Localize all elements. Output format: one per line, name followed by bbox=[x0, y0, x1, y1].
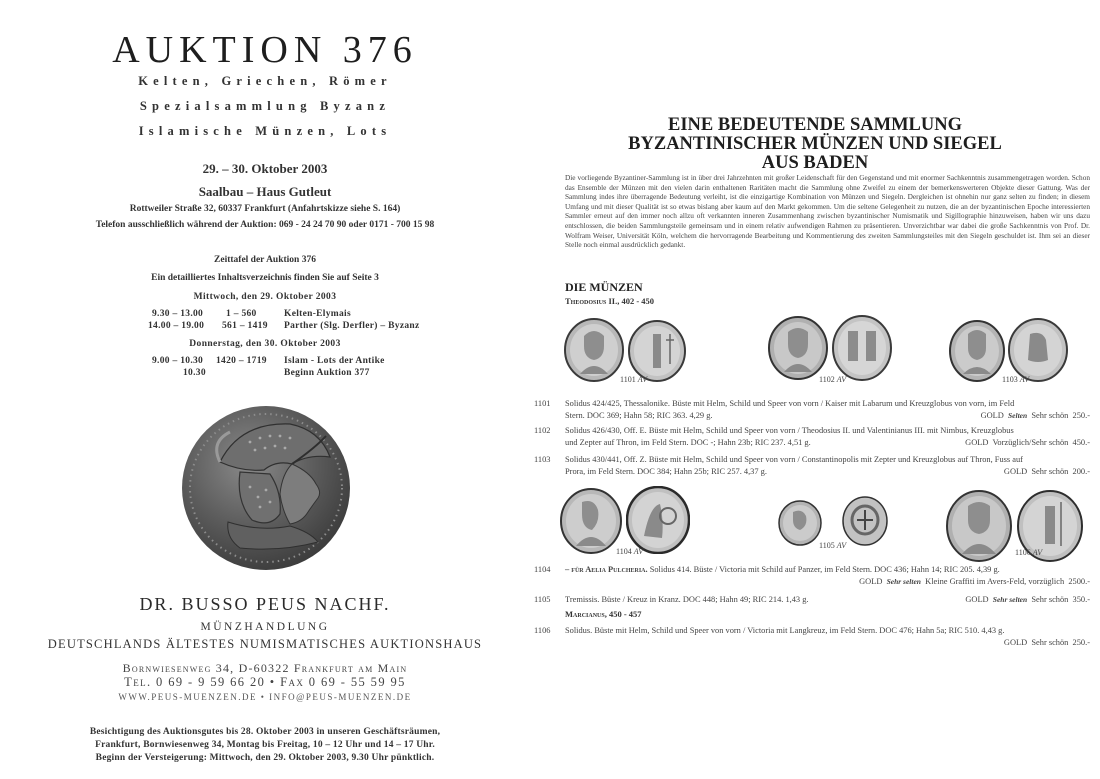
ruler-heading: Marcianus, 450 - 457 bbox=[565, 609, 642, 619]
schedule-content: Beginn Auktion 377 bbox=[284, 368, 370, 378]
auction-subtitle: Spezialsammlung Byzanz bbox=[139, 99, 391, 113]
viewing-info: Besichtigung des Auktionsgutes bis 28. Oktober 2003 in unseren Geschäftsräumen, bbox=[89, 727, 441, 737]
schedule-content: Parther (Slg. Derfler) – Byzanz bbox=[284, 321, 420, 331]
collection-intro-text: Die vorliegende Byzantiner-Sammlung ist in über drei Jahrzehnten mit großer Leidenschaft für den Gegenstand und mit enormer Sachkenntnis zusammengetragen worden. Schon das Ensemble der Münzen mit den vielen darin enthaltenen Raritäten macht die Sammlung ohne Zweifel zu einem der bemerkenswerteren Objekte dieser Gattung. Was der Sammlung indes ihre überragende Bedeutung verleiht, ist die einzigartige Kombination von Münzen und Siegeln. Dergleichen ist ohnehin nur ganz selten zu finden; in diesem Umfang und mit dieser Qualität ist so etwas bislang aber kaum auf den Markt gekommen. Um die seltene Gelegenheit zu nutzen, die an der byzantinischen Epoche interessierten Sammler erneut auf den immer noch allzu oft verkannten inneren Zusammenhang zwischen byzantinischer Numismatik und Sigillographie hinzuweisen, haben wir uns dazu entschlossen, die beiden Sammlungsteile gemeinsam und in einem relativ aufwendigen Rahmen zu präsentieren. Unverzichtbar war dabei die große Sachkenntnis von Prof. Dr. Wolfram Weiser, Universität Köln, welchem die hervorragende Bearbeitung und Kommentierung des zweiten Sammlungsteiles mit den Siegeln geschuldet ist. Ihm sei an dieser Stelle noch einmal ausdrücklich gedankt. bbox=[565, 173, 1090, 250]
lot-grade-price: GOLD Selten Sehr schön 250.- bbox=[980, 410, 1090, 420]
schedule-content: Islam - Lots der Antike bbox=[284, 356, 385, 366]
section-title: DIE MÜNZEN bbox=[565, 280, 643, 294]
lot-number: 1102 bbox=[534, 426, 551, 435]
lot-entry bbox=[530, 564, 1090, 588]
lot-number: 1103 bbox=[534, 455, 551, 464]
coin-label: 1106 AV bbox=[1015, 548, 1043, 557]
catalog-content-page bbox=[530, 0, 1100, 779]
lot-grade-price: GOLD Sehr schön 200.- bbox=[1003, 466, 1090, 476]
catalog-cover-page bbox=[0, 0, 530, 779]
viewing-info: Beginn der Versteigerung: Mittwoch, den 29. Oktober 2003, 9.30 Uhr pünktlich. bbox=[95, 753, 435, 763]
schedule-time: 9.30 – 13.00 bbox=[152, 309, 204, 319]
lot-entry bbox=[530, 425, 1090, 449]
lot-grade-price: GOLD Sehr selten Kleine Graffiti im Avers-Feld, vorzüglich 2500.- bbox=[859, 576, 1090, 586]
schedule-day-label: Donnerstag, den 30. Oktober 2003 bbox=[189, 339, 341, 349]
coin-reverse-image bbox=[626, 486, 690, 554]
venue-address: Rottweiler Straße 32, 60337 Frankfurt (Anfahrtskizze siehe S. 164) bbox=[129, 204, 401, 214]
schedule-index-note: Ein detailliertes Inhaltsverzeichnis finden Sie auf Seite 3 bbox=[151, 273, 379, 283]
schedule-time: 14.00 – 19.00 bbox=[148, 321, 205, 331]
cover-coin-image bbox=[180, 402, 352, 572]
auction-subtitle: Kelten, Griechen, Römer bbox=[138, 74, 392, 88]
coin-reverse-image bbox=[832, 315, 892, 381]
schedule-time: 10.30 bbox=[183, 368, 206, 378]
lot-description: Tremissis. Büste / Kreuz in Kranz. DOC 448; Hahn 49; RIC 214. 1,43 g. GOLD Sehr selten Sehr schön 350.- bbox=[565, 595, 1090, 604]
lot-number: 1106 bbox=[534, 626, 551, 635]
firm-name: DR. BUSSO PEUS NACHF. bbox=[139, 594, 391, 614]
lot-entry bbox=[530, 625, 1090, 649]
collection-heading: EINE BEDEUTENDE SAMMLUNG bbox=[668, 115, 962, 135]
lot-grade-price: GOLD Sehr selten Sehr schön 350.- bbox=[965, 595, 1090, 604]
coin-obverse-image bbox=[778, 500, 822, 546]
collection-heading: BYZANTINISCHER MÜNZEN UND SIEGEL bbox=[628, 134, 1002, 154]
lot-description: Solidus 430/441, Off. Z. Büste mit Helm, Schild und Speer von vorn / Constantinopolis mit Zepter und Kreuzglobus auf Thron, Fuss auf Prora, im Feld Stern. DOC 384; Hahn 25b; RIC 257. 4,37 g. GOLD Sehr schön 200.- bbox=[565, 455, 1090, 476]
coin-label: 1103 AV bbox=[1002, 375, 1030, 384]
coin-obverse-image bbox=[946, 490, 1012, 562]
coin-label: 1101 AV bbox=[620, 375, 648, 384]
lot-description: Solidus. Büste mit Helm, Schild und Speer von vorn / Victoria mit Langkreuz, im Feld Stern. DOC 476; Hahn 5a; RIC 510. 4,43 g. GOLD Sehr schön 250.- bbox=[565, 626, 1090, 647]
firm-type: MÜNZHANDLUNG bbox=[200, 621, 330, 633]
firm-tel-fax: Tel. 0 69 - 9 59 66 20 • Fax 0 69 - 55 59 95 bbox=[124, 675, 406, 689]
coin-reverse-image bbox=[628, 320, 686, 382]
ruler-heading: Theodosius II., 402 - 450 bbox=[565, 296, 655, 306]
auction-venue: Saalbau – Haus Gutleut bbox=[198, 184, 332, 199]
coin-obverse-image bbox=[949, 320, 1005, 382]
coin-reverse-image bbox=[842, 496, 888, 546]
coin-label: 1105 AV bbox=[819, 541, 847, 550]
firm-tagline: DEUTSCHLANDS ÄLTESTES NUMISMATISCHES AUKTIONSHAUS bbox=[47, 637, 483, 651]
coin-label: 1104 AV bbox=[616, 547, 644, 556]
collection-heading: AUS BADEN bbox=[761, 153, 869, 173]
firm-address: Bornwiesenweg 34, D-60322 Frankfurt am Main bbox=[122, 661, 408, 675]
lot-grade-price: GOLD Sehr schön 250.- bbox=[1003, 637, 1090, 647]
lot-description: – für Aelia Pulcheria. Solidus 414. Büste / Victoria mit Schild auf Panzer, im Feld Stern. DOC 436; Hahn 14; RIC 205. 4,39 g. GOLD Sehr selten Kleine Graffiti im Avers-Feld, vorzüglich 2500.- bbox=[565, 565, 1090, 586]
coin-label: 1102 AV bbox=[819, 375, 847, 384]
lot-description: Solidus 424/425, Thessalonike. Büste mit Helm, Schild und Speer von vorn / Kaiser mit Labarum und Kreuzglobus von vorn, im Feld Stern. DOC 369; Hahn 58; RIC 363. 4,29 g. GOLD Selten Sehr schön 250.- bbox=[565, 399, 1090, 420]
lot-entry bbox=[530, 398, 1090, 422]
lot-entry bbox=[530, 454, 1090, 478]
lot-number: 1105 bbox=[534, 595, 551, 604]
schedule-lots: 1420 – 1719 bbox=[216, 356, 267, 366]
schedule-day-label: Mittwoch, den 29. Oktober 2003 bbox=[193, 292, 337, 302]
lot-subject: – für Aelia Pulcheria. bbox=[565, 565, 648, 574]
schedule-title: Zeittafel der Auktion 376 bbox=[214, 255, 316, 265]
coin-obverse-image bbox=[768, 316, 828, 380]
coin-obverse-image bbox=[560, 488, 622, 554]
schedule-time: 9.00 – 10.30 bbox=[152, 356, 204, 366]
lot-entry bbox=[530, 594, 1090, 606]
lot-number: 1104 bbox=[534, 565, 551, 574]
schedule-lots: 1 – 560 bbox=[226, 309, 257, 319]
auction-subtitle: Islamische Münzen, Lots bbox=[138, 124, 392, 138]
lot-grade-price: GOLD Vorzüglich/Sehr schön 450.- bbox=[965, 437, 1090, 447]
auction-date: 29. – 30. Oktober 2003 bbox=[202, 161, 328, 176]
firm-web-email: WWW.PEUS-MUENZEN.DE • INFO@PEUS-MUENZEN.DE bbox=[118, 692, 412, 702]
schedule-content: Kelten-Elymais bbox=[284, 309, 351, 319]
viewing-info: Frankfurt, Bornwiesenweg 34, Montag bis Freitag, 10 – 12 Uhr und 14 – 17 Uhr. bbox=[95, 740, 435, 750]
lot-number: 1101 bbox=[534, 399, 551, 408]
schedule-lots: 561 – 1419 bbox=[222, 321, 268, 331]
lot-description: Solidus 426/430, Off. E. Büste mit Helm, Schild und Speer von vorn / Theodosius II. und Valentinianus III. mit Nimbus, Kreuzglobus und Zepter auf Thron, im Feld Stern. DOC -; Hahn 23b; RIC 237. 4,51 g. GOLD Vorzüglich/Sehr schön 450.- bbox=[565, 426, 1090, 447]
coin-obverse-image bbox=[564, 318, 624, 382]
auction-title: AUKTION 376 bbox=[112, 29, 418, 71]
coin-reverse-image bbox=[1008, 318, 1068, 382]
auction-phone: Telefon ausschließlich während der Auktion: 069 - 24 24 70 90 oder 0171 - 700 15 98 bbox=[95, 220, 435, 230]
